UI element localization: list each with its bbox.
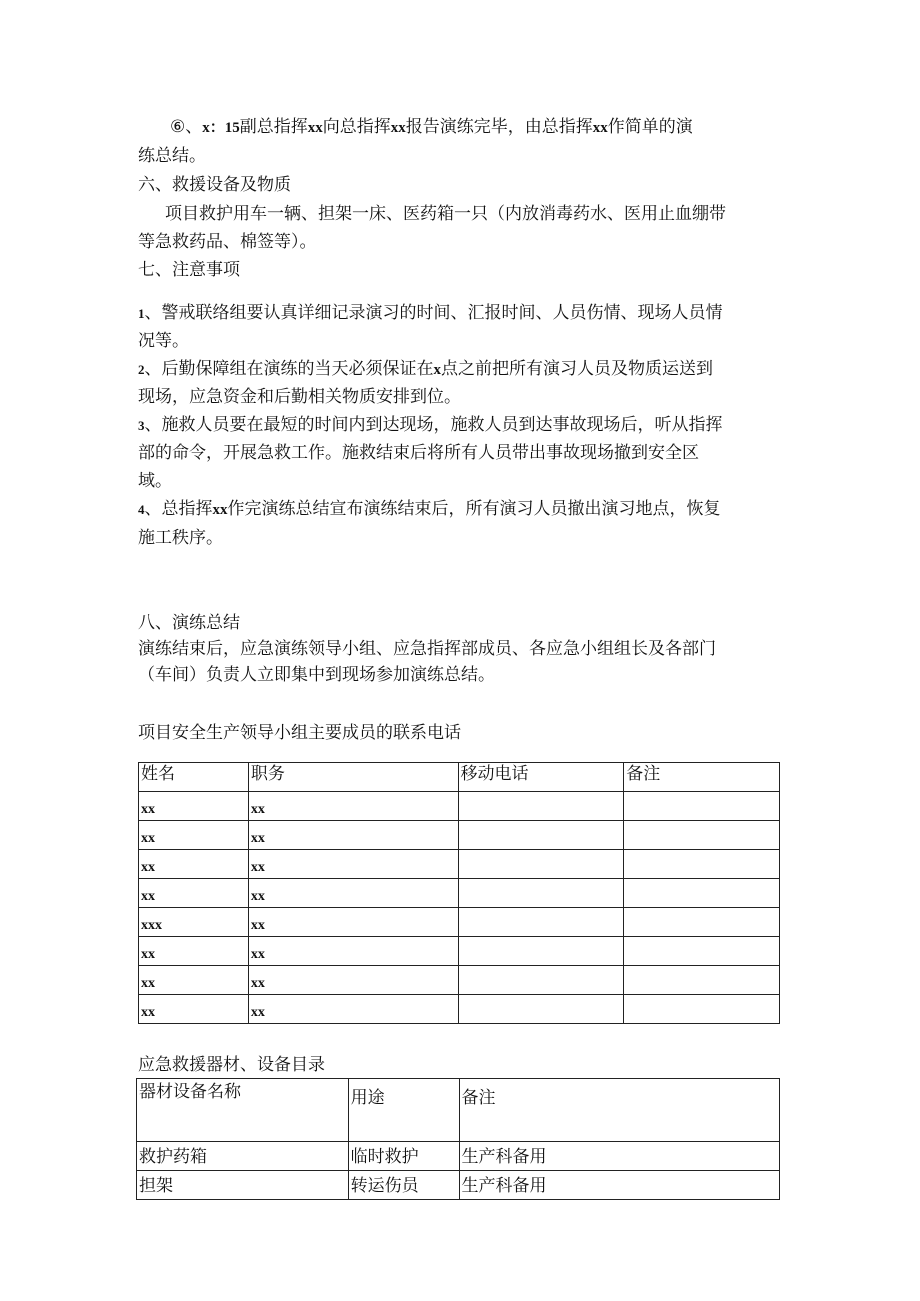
- section8-heading: 八、演练总结: [138, 613, 240, 633]
- step6-placeholder-1: xx: [307, 120, 323, 136]
- header-equipment-remarks: 备注: [459, 1079, 780, 1142]
- mobile-cell: [458, 908, 624, 937]
- mobile-cell: [458, 850, 624, 879]
- equipment-purpose-cell: 转运伤员: [348, 1171, 459, 1200]
- section7-heading: 七、注意事项: [138, 260, 240, 280]
- table-row: [139, 850, 780, 879]
- mobile-cell: [458, 879, 624, 908]
- remarks-cell: [624, 821, 780, 850]
- note4-text-b: 作完演练总结宣布演练结束后，所有演习人员撤出演习地点，恢复: [227, 499, 721, 519]
- header-equipment-name: 器材设备名称: [137, 1079, 349, 1142]
- step6-sep: 、: [185, 117, 203, 137]
- section6-para-line1: 项目救护用车一辆、担架一床、医药箱一只（内放消毒药水、医用止血绷带: [165, 204, 726, 224]
- note2-text-a: 后勤保障组在演练的当天必须保证在: [161, 359, 434, 379]
- name-cell: xx: [139, 995, 249, 1024]
- position-cell: xx: [248, 850, 458, 879]
- position-cell: xx: [248, 792, 458, 821]
- step6-line2: 练总结。: [138, 146, 206, 166]
- note3-text: 施救人员要在最短的时间内到达现场，施救人员到达事故现场后，听从指挥: [161, 415, 723, 435]
- note3-line1: [138, 414, 723, 437]
- equipment-table-caption: 应急救援器材、设备目录: [138, 1055, 325, 1075]
- position-cell: xx: [248, 995, 458, 1024]
- name-cell: xx: [139, 821, 249, 850]
- step6-time: x：15: [202, 120, 240, 136]
- note1-number: 1: [138, 306, 145, 321]
- position-cell: xx: [248, 937, 458, 966]
- name-cell: xx: [139, 879, 249, 908]
- table-row: [137, 1142, 780, 1171]
- name-cell: xx: [139, 937, 249, 966]
- remarks-cell: [624, 908, 780, 937]
- mobile-cell: [458, 792, 624, 821]
- contacts-table: [138, 762, 780, 1024]
- contacts-table-caption: 项目安全生产领导小组主要成员的联系电话: [138, 723, 461, 743]
- equipment-purpose-cell: 临时救护: [348, 1142, 459, 1171]
- step6-text-1: 副总指挥: [239, 117, 308, 137]
- note4-line2: 施工秩序。: [138, 528, 223, 548]
- table-row: [139, 908, 780, 937]
- note3-line2: 部的命令，开展急救工作。施救结束后将所有人员带出事故现场撤到安全区: [138, 443, 699, 463]
- equipment-remarks-cell: 生产科备用: [459, 1171, 780, 1200]
- table-row: [139, 995, 780, 1024]
- remarks-cell: [624, 995, 780, 1024]
- note1-sep: 、: [144, 303, 162, 323]
- table-row: [139, 821, 780, 850]
- table-row: [137, 1171, 780, 1200]
- note2-sep: 、: [144, 359, 162, 379]
- note1-text: 警戒联络组要认真详细记录演习的时间、汇报时间、人员伤情、现场人员情: [161, 303, 723, 323]
- note1-line2: 况等。: [138, 331, 189, 351]
- header-remarks: 备注: [624, 763, 780, 792]
- step6-placeholder-3: xx: [592, 120, 608, 136]
- note4-number: 4: [138, 502, 145, 517]
- mobile-cell: [458, 966, 624, 995]
- note3-number: 3: [138, 418, 145, 433]
- equipment-name-cell: 担架: [137, 1171, 349, 1200]
- note2-text-b: 点之前把所有演习人员及物质运送到: [441, 359, 713, 379]
- mobile-cell: [458, 821, 624, 850]
- equipment-header-row: [137, 1079, 780, 1142]
- name-cell: xx: [139, 792, 249, 821]
- step6-placeholder-2: xx: [390, 120, 406, 136]
- table-row: [139, 966, 780, 995]
- name-cell: xxx: [139, 908, 249, 937]
- header-name: 姓名: [139, 763, 249, 792]
- remarks-cell: [624, 792, 780, 821]
- section8-para-line1: 演练结束后，应急演练领导小组、应急指挥部成员、各应急小组组长及各部门: [138, 639, 716, 659]
- name-cell: xx: [139, 850, 249, 879]
- header-position: 职务: [248, 763, 458, 792]
- header-mobile: 移动电话: [458, 763, 624, 792]
- note4-placeholder: xx: [212, 502, 228, 518]
- step6-line1: [170, 116, 693, 139]
- step6-number: ⑥: [170, 117, 186, 137]
- step6-text-4: 作简单的演: [607, 117, 693, 137]
- note2-line1: [138, 358, 713, 381]
- equipment-table: [136, 1078, 780, 1200]
- table-row: [139, 937, 780, 966]
- note1-line1: [138, 302, 723, 325]
- section8-para-line2: （车间）负责人立即集中到现场参加演练总结。: [138, 665, 495, 685]
- section6-heading: 六、救援设备及物质: [138, 175, 291, 195]
- mobile-cell: [458, 995, 624, 1024]
- remarks-cell: [624, 966, 780, 995]
- contacts-header-row: [139, 763, 780, 792]
- position-cell: xx: [248, 966, 458, 995]
- remarks-cell: [624, 937, 780, 966]
- remarks-cell: [624, 879, 780, 908]
- position-cell: xx: [248, 821, 458, 850]
- note4-text-a: 总指挥: [161, 499, 213, 519]
- name-cell: xx: [139, 966, 249, 995]
- step6-text-2: 向总指挥: [322, 117, 391, 137]
- section6-para-line2: 等急救药品、棉签等）。: [138, 232, 317, 252]
- remarks-cell: [624, 850, 780, 879]
- note2-number: 2: [138, 362, 145, 377]
- note2-line2: 现场，应急资金和后勤相关物质安排到位。: [138, 387, 461, 407]
- equipment-name-cell: 救护药箱: [137, 1142, 349, 1171]
- position-cell: xx: [248, 908, 458, 937]
- note3-line3: 域。: [138, 471, 172, 491]
- note3-sep: 、: [144, 415, 162, 435]
- header-purpose: 用途: [348, 1079, 459, 1142]
- note2-placeholder: x: [433, 362, 441, 378]
- note4-sep: 、: [144, 499, 162, 519]
- note4-line1: [138, 498, 721, 521]
- position-cell: xx: [248, 879, 458, 908]
- equipment-remarks-cell: 生产科备用: [459, 1142, 780, 1171]
- table-row: [139, 879, 780, 908]
- table-row: [139, 792, 780, 821]
- mobile-cell: [458, 937, 624, 966]
- step6-text-3: 报告演练完毕，由总指挥: [405, 117, 593, 137]
